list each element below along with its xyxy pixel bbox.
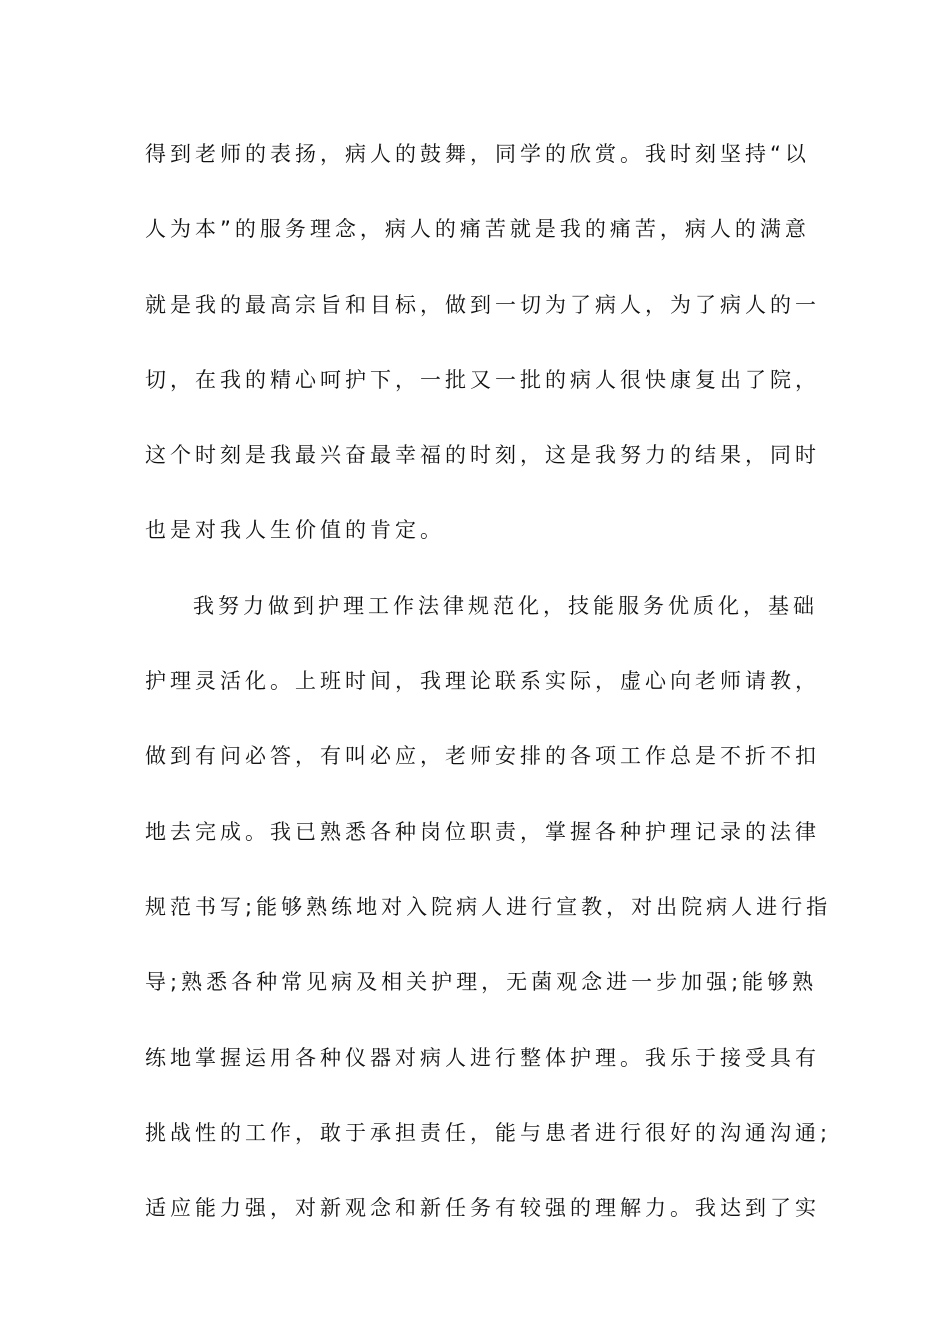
text-line: 也是对我人生价值的肯定。	[145, 518, 445, 543]
text-line: 护理灵活化。上班时间，我理论联系实际，虚心向老师请教，	[145, 669, 820, 694]
text-line: 得到老师的表扬，病人的鼓舞，同学的欣赏。我时刻坚持“以	[145, 142, 810, 166]
text-line: 规范书写;能够熟练地对入院病人进行宣教，对出院病人进行指	[145, 894, 832, 919]
document-body	[145, 130, 832, 1259]
text-line: 适应能力强，对新观念和新任务有较强的理解力。我达到了实	[145, 1196, 820, 1221]
paragraph-2	[145, 582, 832, 1260]
text-line: 挑战性的工作，敢于承担责任，能与患者进行很好的沟通沟通;	[145, 1120, 832, 1145]
text-line: 切，在我的精心呵护下，一批又一批的病人很快康复出了院，	[145, 367, 820, 392]
text-line: 人为本”的服务理念，病人的痛苦就是我的痛苦，病人的满意	[145, 217, 810, 242]
text-line: 就是我的最高宗旨和目标，做到一切为了病人，为了病人的一	[145, 292, 820, 317]
paragraph-1	[145, 130, 820, 582]
text-line: 做到有问必答，有叫必应，老师安排的各项工作总是不折不扣	[145, 744, 820, 769]
text-line: 导;熟悉各种常见病及相关护理，无菌观念进一步加强;能够熟	[145, 970, 818, 995]
text-line: 这个时刻是我最兴奋最幸福的时刻，这是我努力的结果，同时	[145, 443, 820, 468]
text-line: 地去完成。我已熟悉各种岗位职责，掌握各种护理记录的法律	[145, 819, 820, 844]
text-line: 练地掌握运用各种仪器对病人进行整体护理。我乐于接受具有	[145, 1045, 820, 1070]
text-line-indented: 我努力做到护理工作法律规范化，技能服务优质化，基础	[193, 593, 818, 618]
